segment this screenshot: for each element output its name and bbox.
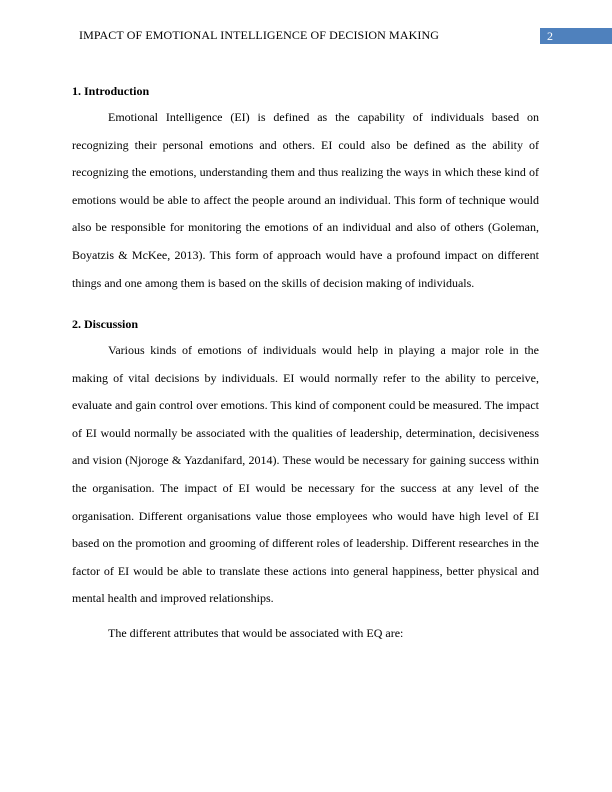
section-heading-introduction: 1. Introduction [72,84,150,98]
section-heading-discussion: 2. Discussion [72,317,139,331]
running-head: IMPACT OF EMOTIONAL INTELLIGENCE OF DECISION MAKING [79,28,439,42]
discussion-paragraph: Various kinds of emotions of individuals would help in playing a major role in the making of vital decisions by individuals. EI would normally refer to the ability to perceive, evaluate and gain control over emotions. This kind of component could be measured. The impact of EI would normally be associated with the qualities of leadership, determination, decisiveness and vision (Njoroge & Yazdanifard, 2014). These would be necessary for gaining success within the organisation. The impact of EI would be necessary for the success at any level of the organisation. Different organisations value those employees who would have high level of EI based on the promotion and grooming of different roles of leadership. Different researches in the factor of EI would be able to translate these actions into general happiness, better physical and mental health and improved relationships. [72,343,539,606]
page-number: 2 [540,28,612,44]
attributes-intro-line: The different attributes that would be associated with EQ are: [108,626,404,640]
introduction-paragraph: Emotional Intelligence (EI) is defined as the capability of individuals based on recognizing their personal emotions and others. EI could also be defined as the ability of recognizing the emotions, understanding them and thus realizing the ways in which these kind of emotions would be able to affect the people around an individual. This form of technique would also be responsible for monitoring the emotions of an individual and also of others (Goleman, Boyatzis & McKee, 2013). This form of approach would have a profound impact on different things and one among them is based on the skills of decision making of individuals. [72,110,539,290]
